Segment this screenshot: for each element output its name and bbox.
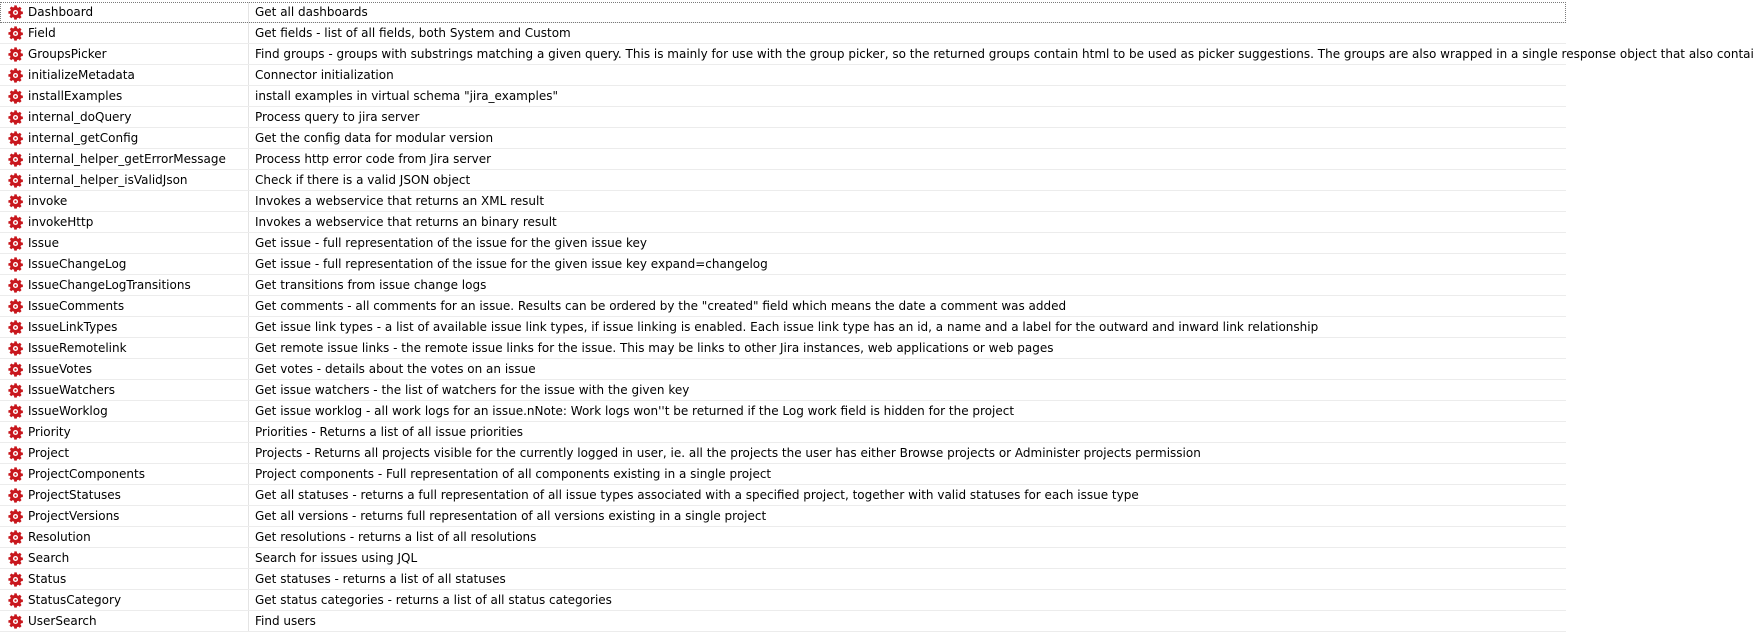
- procedure-description: Get all versions - returns full representation of all versions existing in a single project: [255, 509, 767, 523]
- procedure-description: Search for issues using JQL: [255, 551, 418, 565]
- procedure-description: Invokes a webservice that returns an binary result: [255, 215, 557, 229]
- procedure-description: Get issue worklog - all work logs for an issue.nNote: Work logs won''t be returned if the Log work field is hidden for the project: [255, 404, 1015, 418]
- column-divider: [248, 2, 249, 22]
- gear-icon: [7, 193, 24, 210]
- column-divider: [248, 464, 249, 484]
- list-item[interactable]: [0, 380, 1566, 401]
- procedure-description: Get transitions from issue change logs: [255, 278, 487, 292]
- gear-icon: [7, 25, 24, 42]
- procedure-description: Get issue - full representation of the issue for the given issue key expand=changelog: [255, 257, 768, 271]
- column-divider: [248, 485, 249, 505]
- procedure-name: Search: [28, 551, 70, 565]
- procedure-description: Get statuses - returns a list of all statuses: [255, 572, 506, 586]
- column-divider: [248, 254, 249, 274]
- procedure-description: Invokes a webservice that returns an XML result: [255, 194, 545, 208]
- list-item[interactable]: [0, 275, 1566, 296]
- column-divider: [248, 275, 249, 295]
- gear-icon: [7, 109, 24, 126]
- procedure-name: Field: [28, 26, 56, 40]
- column-divider: [248, 44, 249, 64]
- column-divider: [248, 86, 249, 106]
- gear-icon: [7, 319, 24, 336]
- gear-icon: [7, 466, 24, 483]
- gear-icon: [7, 424, 24, 441]
- gear-icon: [7, 340, 24, 357]
- column-divider: [248, 401, 249, 421]
- procedure-name: internal_getConfig: [28, 131, 139, 145]
- list-item[interactable]: [0, 611, 1566, 632]
- gear-icon: [7, 508, 24, 525]
- procedure-description: Connector initialization: [255, 68, 394, 82]
- gear-icon: [7, 235, 24, 252]
- procedure-description: Get the config data for modular version: [255, 131, 494, 145]
- column-divider: [248, 380, 249, 400]
- procedure-description: Get issue - full representation of the issue for the given issue key: [255, 236, 647, 250]
- gear-icon: [7, 46, 24, 63]
- procedure-name: internal_helper_getErrorMessage: [28, 152, 226, 166]
- list-item[interactable]: [0, 359, 1566, 380]
- gear-icon: [7, 403, 24, 420]
- procedure-name: IssueVotes: [28, 362, 92, 376]
- gear-icon: [7, 571, 24, 588]
- column-divider: [248, 149, 249, 169]
- column-divider: [248, 23, 249, 43]
- procedure-name: StatusCategory: [28, 593, 122, 607]
- column-divider: [248, 296, 249, 316]
- list-item[interactable]: [0, 107, 1566, 128]
- column-divider: [248, 212, 249, 232]
- column-divider: [248, 128, 249, 148]
- procedure-name: Status: [28, 572, 67, 586]
- procedure-description: Find users: [255, 614, 316, 628]
- procedure-name: IssueRemotelink: [28, 341, 127, 355]
- procedure-name: IssueChangeLogTransitions: [28, 278, 191, 292]
- list-item[interactable]: [0, 86, 1566, 107]
- list-item[interactable]: [0, 590, 1566, 611]
- column-divider: [248, 548, 249, 568]
- gear-icon: [7, 592, 24, 609]
- procedure-description: Get comments - all comments for an issue. Results can be ordered by the "created" field which means the date a comment was added: [255, 299, 1067, 313]
- procedure-description: Projects - Returns all projects visible for the currently logged in user, ie. all the projects the user has either Browse projects or Administer projects permission: [255, 446, 1201, 460]
- procedure-description: Get fields - list of all fields, both System and Custom: [255, 26, 571, 40]
- list-item[interactable]: [0, 254, 1566, 275]
- procedure-name: initializeMetadata: [28, 68, 135, 82]
- gear-icon: [7, 298, 24, 315]
- procedure-description: Get all statuses - returns a full representation of all issue types associated with a specified project, together with valid statuses for each issue type: [255, 488, 1139, 502]
- procedure-name: invoke: [28, 194, 68, 208]
- gear-icon: [7, 361, 24, 378]
- procedure-description: Check if there is a valid JSON object: [255, 173, 471, 187]
- procedure-name: Resolution: [28, 530, 91, 544]
- list-item[interactable]: [0, 65, 1566, 86]
- procedure-description: Get remote issue links - the remote issue links for the issue. This may be links to other Jira instances, web applications or web pages: [255, 341, 1054, 355]
- gear-icon: [7, 277, 24, 294]
- procedure-description: Find groups - groups with substrings matching a given query. This is mainly for use with the group picker, so the returned groups contain html to be used as picker suggestions. The groups are also wrapped in a single response object that also contai: [255, 47, 1754, 61]
- list-item[interactable]: [0, 485, 1566, 506]
- gear-icon: [7, 529, 24, 546]
- procedure-description: Get issue link types - a list of available issue link types, if issue linking is enabled. Each issue link type has an id, a name and a label for the outward and inward link relationship: [255, 320, 1319, 334]
- column-divider: [248, 65, 249, 85]
- column-divider: [248, 527, 249, 547]
- procedure-name: ProjectVersions: [28, 509, 120, 523]
- procedure-description: Process http error code from Jira server: [255, 152, 492, 166]
- gear-icon: [7, 130, 24, 147]
- procedure-description: Process query to jira server: [255, 110, 420, 124]
- column-divider: [248, 233, 249, 253]
- procedure-list: [0, 2, 1754, 632]
- gear-icon: [7, 487, 24, 504]
- gear-icon: [7, 88, 24, 105]
- list-item[interactable]: [0, 464, 1566, 485]
- column-divider: [248, 107, 249, 127]
- procedure-description: Get all dashboards: [255, 5, 368, 19]
- column-divider: [248, 422, 249, 442]
- procedure-name: internal_doQuery: [28, 110, 132, 124]
- list-item[interactable]: [0, 170, 1566, 191]
- list-item[interactable]: [0, 527, 1566, 548]
- column-divider: [248, 443, 249, 463]
- procedure-name: Project: [28, 446, 70, 460]
- procedure-description: Get issue watchers - the list of watchers for the issue with the given key: [255, 383, 690, 397]
- gear-icon: [7, 256, 24, 273]
- procedure-name: ProjectComponents: [28, 467, 145, 481]
- procedure-description: install examples in virtual schema "jira_examples": [255, 89, 558, 103]
- gear-icon: [7, 172, 24, 189]
- gear-icon: [7, 214, 24, 231]
- procedure-name: GroupsPicker: [28, 47, 107, 61]
- procedure-name: ProjectStatuses: [28, 488, 121, 502]
- list-item[interactable]: [0, 23, 1566, 44]
- list-item[interactable]: [0, 233, 1566, 254]
- list-item[interactable]: [0, 128, 1566, 149]
- gear-icon: [7, 445, 24, 462]
- gear-icon: [7, 151, 24, 168]
- procedure-name: installExamples: [28, 89, 123, 103]
- list-item[interactable]: [0, 506, 1566, 527]
- list-item[interactable]: [0, 44, 1754, 65]
- gear-icon: [7, 67, 24, 84]
- procedure-name: IssueLinkTypes: [28, 320, 118, 334]
- procedure-description: Project components - Full representation of all components existing in a single project: [255, 467, 772, 481]
- list-item[interactable]: [0, 548, 1566, 569]
- list-item[interactable]: [0, 569, 1566, 590]
- procedure-description: Get votes - details about the votes on an issue: [255, 362, 536, 376]
- column-divider: [248, 569, 249, 589]
- column-divider: [248, 191, 249, 211]
- list-item[interactable]: [0, 338, 1566, 359]
- procedure-description: Priorities - Returns a list of all issue priorities: [255, 425, 524, 439]
- gear-icon: [7, 382, 24, 399]
- column-divider: [248, 506, 249, 526]
- procedure-name: IssueWorklog: [28, 404, 108, 418]
- procedure-name: Priority: [28, 425, 71, 439]
- list-item[interactable]: [0, 296, 1566, 317]
- column-divider: [248, 338, 249, 358]
- column-divider: [248, 317, 249, 337]
- column-divider: [248, 359, 249, 379]
- procedure-name: UserSearch: [28, 614, 97, 628]
- column-divider: [248, 590, 249, 610]
- list-item[interactable]: [0, 191, 1566, 212]
- list-item[interactable]: [0, 317, 1566, 338]
- procedure-name: IssueComments: [28, 299, 125, 313]
- procedure-description: Get status categories - returns a list of all status categories: [255, 593, 612, 607]
- gear-icon: [7, 550, 24, 567]
- list-item[interactable]: [0, 443, 1566, 464]
- procedure-description: Get resolutions - returns a list of all resolutions: [255, 530, 537, 544]
- list-item[interactable]: [0, 212, 1566, 233]
- procedure-name: invokeHttp: [28, 215, 94, 229]
- procedure-name: IssueChangeLog: [28, 257, 127, 271]
- list-item[interactable]: [0, 149, 1566, 170]
- column-divider: [248, 611, 249, 631]
- procedure-name: Issue: [28, 236, 60, 250]
- gear-icon: [7, 4, 24, 21]
- column-divider: [248, 170, 249, 190]
- gear-icon: [7, 613, 24, 630]
- list-item[interactable]: [0, 2, 1566, 23]
- procedure-name: Dashboard: [28, 5, 94, 19]
- list-item[interactable]: [0, 422, 1566, 443]
- procedure-name: internal_helper_isValidJson: [28, 173, 188, 187]
- procedure-name: IssueWatchers: [28, 383, 115, 397]
- list-item[interactable]: [0, 401, 1566, 422]
